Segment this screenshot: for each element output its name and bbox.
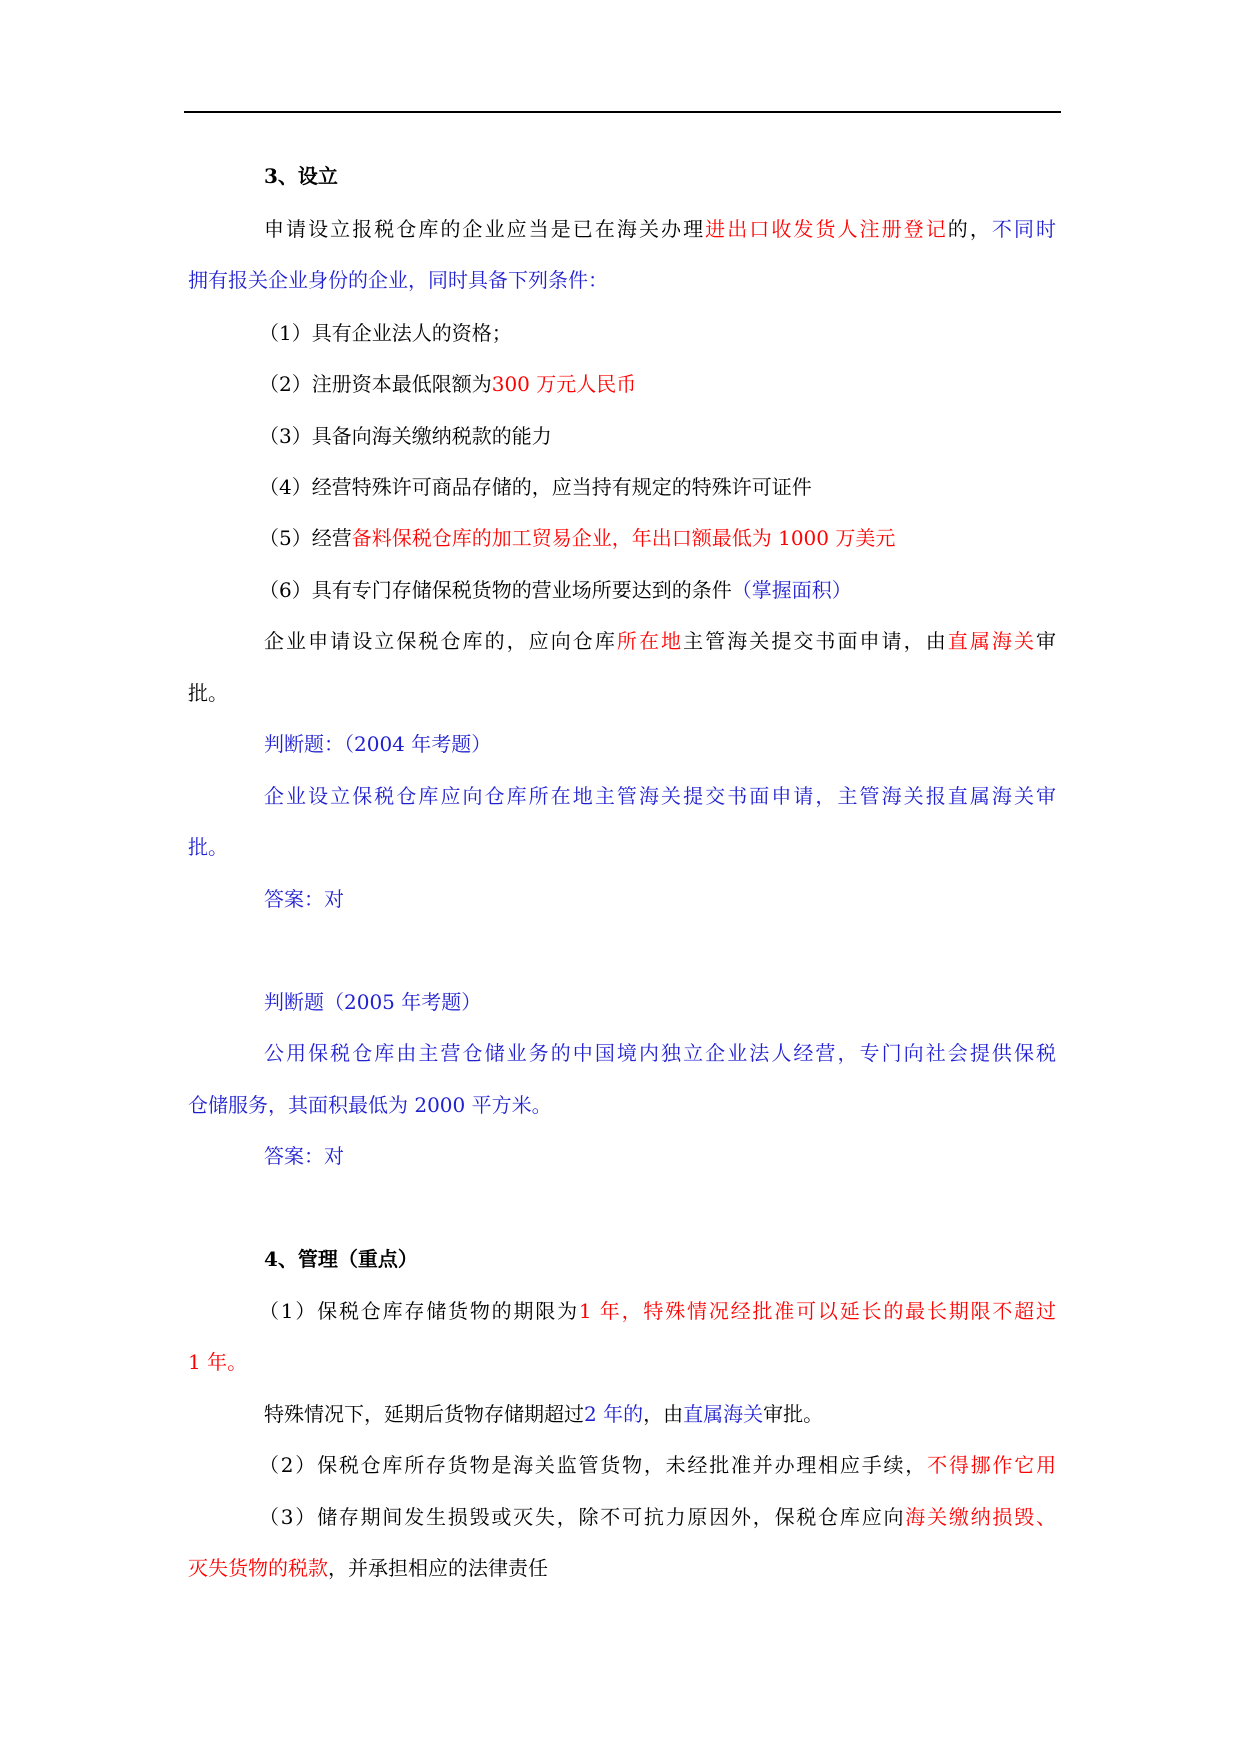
text-run: 主管海关提交书面申请，由 bbox=[683, 629, 948, 653]
text-run: 灭失货物的税款 bbox=[188, 1556, 328, 1580]
paragraph-line bbox=[188, 1400, 1056, 1428]
question-1-answer: 答案：对 bbox=[264, 887, 344, 911]
paragraph-line bbox=[188, 627, 1056, 655]
paragraph-line bbox=[188, 1451, 1056, 1479]
text-run: 直属海关 bbox=[947, 629, 1037, 653]
section-4-heading: 4、管理（重点） bbox=[264, 1247, 418, 1271]
text-run: 海关缴纳损毁、 bbox=[905, 1505, 1056, 1529]
condition-4: （4）经营特殊许可商品存储的，应当持有规定的特殊许可证件 bbox=[259, 475, 812, 499]
text-run: 企业申请设立保税仓库的，应向仓库 bbox=[264, 629, 617, 653]
text-run: （3）储存期间发生损毁或灭失，除不可抗力原因外，保税仓库应向 bbox=[259, 1505, 906, 1529]
question-2-text: 公用保税仓库由主营仓储业务的中国境内独立企业法人经营，专门向社会提供保税 bbox=[264, 1041, 1056, 1065]
question-2-answer: 答案：对 bbox=[264, 1144, 344, 1168]
condition-3: （3）具备向海关缴纳税款的能力 bbox=[259, 424, 552, 448]
text-run: ，并承担相应的法律责任 bbox=[328, 1556, 548, 1580]
text-run: 不同时 bbox=[991, 217, 1057, 241]
text-run: （6）具有专门存储保税货物的营业场所要达到的条件 bbox=[259, 578, 732, 602]
paragraph-line: 1 年。 bbox=[188, 1350, 248, 1374]
condition-6 bbox=[188, 576, 1056, 604]
text-run: 备料保税仓库的加工贸易企业，年出口额最低为 1000 万美元 bbox=[351, 526, 896, 550]
text-run: （2）注册资本最低限额为 bbox=[259, 372, 492, 396]
header-rule bbox=[184, 111, 1061, 113]
text-run: 审 bbox=[1036, 629, 1057, 653]
question-2-text: 仓储服务，其面积最低为 2000 平方米。 bbox=[188, 1093, 552, 1117]
text-run: 2 年的 bbox=[584, 1402, 644, 1426]
question-1-title: 判断题：（2004 年考题） bbox=[264, 732, 492, 756]
paragraph-line: 拥有报关企业身份的企业，同时具备下列条件： bbox=[188, 268, 608, 292]
paragraph-line bbox=[188, 1503, 1056, 1531]
text-run: 300 万元人民币 bbox=[491, 372, 637, 396]
question-1-text: 企业设立保税仓库应向仓库所在地主管海关提交书面申请，主管海关报直属海关审 bbox=[264, 784, 1056, 808]
text-run: 的， bbox=[947, 217, 992, 241]
text-run: 直属海关 bbox=[683, 1402, 764, 1426]
text-run: 所在地 bbox=[616, 629, 684, 653]
text-run: 特殊情况下，延期后货物存储期超过 bbox=[264, 1402, 584, 1426]
question-1-text: 批。 bbox=[188, 835, 228, 859]
text-run: （掌握面积） bbox=[731, 578, 852, 602]
paragraph-line: 批。 bbox=[188, 681, 228, 705]
condition-5 bbox=[188, 524, 1056, 552]
text-run: 审批。 bbox=[763, 1402, 824, 1426]
text-run: （2）保税仓库所存货物是海关监管货物，未经批准并办理相应手续， bbox=[259, 1453, 928, 1477]
paragraph-line bbox=[188, 215, 1056, 243]
text-run: 不得挪作它用 bbox=[927, 1453, 1057, 1477]
text-run: 进出口收发货人注册登记 bbox=[705, 217, 948, 241]
text-run: ，由 bbox=[643, 1402, 684, 1426]
paragraph-line bbox=[188, 1554, 1056, 1582]
text-run: 1 年，特殊情况经批准可以延长的最长期限不超过 bbox=[578, 1299, 1056, 1323]
text-run: （1）保税仓库存储货物的期限为 bbox=[259, 1299, 579, 1323]
condition-1: （1）具有企业法人的资格； bbox=[259, 321, 512, 345]
question-2-title: 判断题（2005 年考题） bbox=[264, 990, 482, 1014]
text-run: 申请设立报税仓库的企业应当是已在海关办理 bbox=[264, 217, 706, 241]
section-3-heading: 3、设立 bbox=[264, 164, 338, 188]
text-run: （5）经营 bbox=[259, 526, 352, 550]
paragraph-line bbox=[188, 1297, 1056, 1325]
condition-2 bbox=[188, 370, 1056, 398]
